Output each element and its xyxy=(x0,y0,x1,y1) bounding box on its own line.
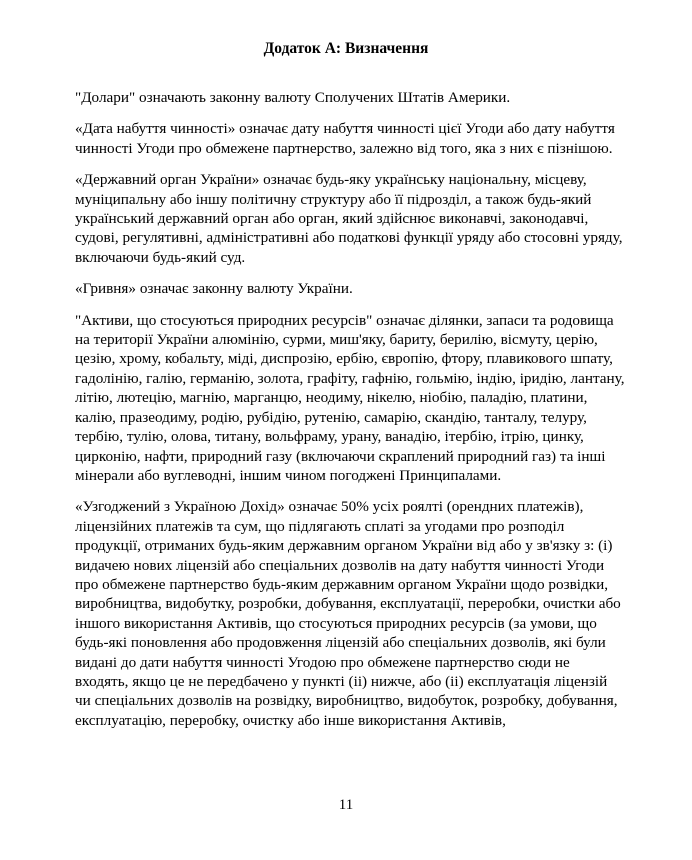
definition-effective-date: «Дата набуття чинності» означає дату набуття чинності цієї Угоди або дату набуття чинності Угоди про обмежене партнерство, залежно від того, яка з них є пізнішою. xyxy=(75,120,615,157)
page-number: 11 xyxy=(338,797,354,813)
definition-government-body: «Державний орган України» означає будь-яку українську національну, місцеву, муніципальну або іншу політичну структуру або її підрозділ, а також будь-який український державний орган або орган, який здійснює виконавчі, законодавчі, судові, регулятивні, адміністративні або податкові функції уряду або стосовні уряду, включаючи будь-який суд. xyxy=(75,171,623,266)
definition-dollars: "Долари" означають законну валюту Сполучених Штатів Америки. xyxy=(75,89,511,106)
definition-hryvnia: «Гривня» означає законну валюту України. xyxy=(75,280,353,298)
page-title: Додаток А: Визначення xyxy=(263,40,429,57)
definition-natural-resource-assets: "Активи, що стосуються природних ресурсів" означає ділянки, запаси та родовища на території України алюмінію, сурми, миш'яку, бариту, берилію, вісмуту, церію, цезію, хрому, кобальту, міді, диспрозію, ербію, європію, фтору, плавикового шпату, гадолінію, галію, германію, золота, графіту, гафнію, гольмію, індію, іридію, лантану, літію, лютецію, магнію, марганцю, неодиму, нікелю, ніобію, паладію, платини, калію, празеодиму, родію, рубідію, рутенію, самарію, скандію, танталу, телуру, тербію, тулію, олова, титану, вольфраму, урану, ванадію, ітербію, ітрію, цинку, цирконію, нафти, природний газу (включаючи скраплений природний газ) та інші мінерали або вуглеводні, іншим чином погоджені Принципалами. xyxy=(75,311,625,484)
document-body xyxy=(75,88,625,742)
definition-agreed-revenue: «Узгоджений з Україною Дохід» означає 50% усіх роялті (орендних платежів), ліцензійних платежів та сум, що підлягають сплаті за угодами про розподіл продукції, отриманих будь-яким державним органом України від або у зв'язку з: (і) видачею нових ліцензій або спеціальних дозволів на дату набуття чинності Угоди про обмежене партнерство будь-яким державним органом України щодо розвідки, виробництва, видобутку, розробки, добування, експлуатації, переробки, очистки або іншого використання Активів, що стосуються природних ресурсів (за умови, що будь-які поновлення або продовження ліцензій або спеціальних дозволів, які були видані до дати набуття чинності Угодою про обмежене партнерство сюди не входять, якщо це не передбачено у пункті (іі) нижче, або (іі) експлуатація ліцензій чи спеціальних дозволів на розвідку, виробництво, видобуток, розробку, добування, експлуатацію, переробку, очистку або інше використання Активів, xyxy=(75,498,621,729)
